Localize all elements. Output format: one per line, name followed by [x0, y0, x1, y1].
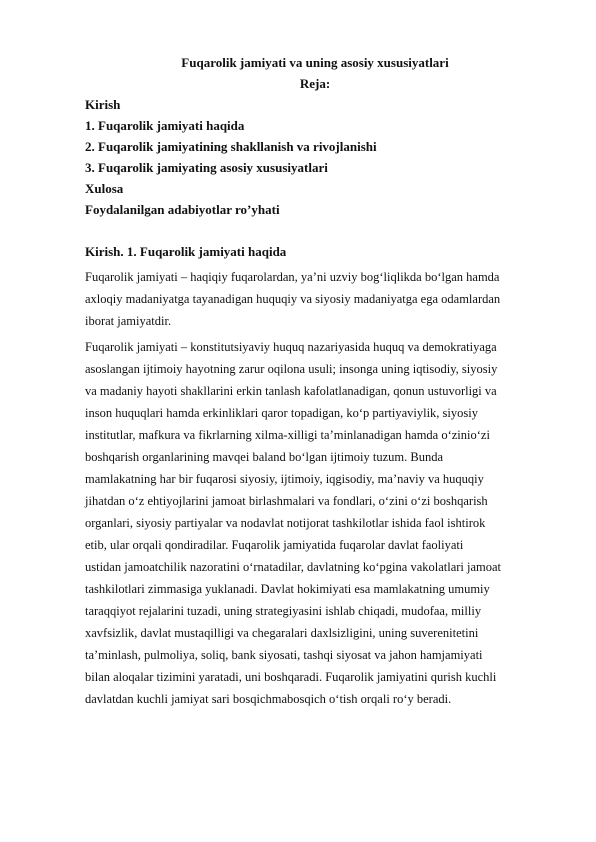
paragraph-line: taraqqiyot rejalarini tuzadi, uning strategiyasini ishlab chiqadi, mudofaa, milliy [85, 604, 482, 618]
paragraph-line: va madaniy hayoti shakllarini erkin tanlash kafolatlanadigan, qonun ustuvorligi va [85, 384, 497, 398]
paragraph-line: ta’minlash, pulmoliya, soliq, bank siyosati, tashqi siyosat va jahon hamjamiyati [85, 648, 483, 662]
paragraph-line: ustidan jamoatchilik nazoratini o‘rnatadilar, davlatning ko‘pgina vakolatlari jamoat [85, 560, 502, 574]
plan-item: 3. Fuqarolik jamiyating asosiy xususiyatlari [85, 160, 328, 175]
paragraph-line: tashkilotlari zimmasiga yuklanadi. Davlat hokimiyati esa mamlakatning umumiy [85, 582, 490, 596]
plan-item: 2. Fuqarolik jamiyatining shakllanish va rivojlanishi [85, 139, 377, 154]
paragraph-line: xavfsizlik, davlat mustaqilligi va chegaralari daxlsizligini, uning suverenitetini [85, 626, 479, 640]
plan-item: 1. Fuqarolik jamiyati haqida [85, 118, 245, 133]
paragraph-2 [85, 336, 545, 710]
document-page [85, 52, 545, 714]
paragraph-line: bilan aloqalar tizimini yaratadi, uni boshqaradi. Fuqarolik jamiyatini qurish kuchli [85, 670, 497, 684]
plan-item: Kirish [85, 97, 121, 112]
paragraph-line: asoslangan ijtimoiy hayotning zarur oqilona usuli; insonga uning iqtisodiy, siyosiy [85, 362, 498, 376]
paragraph-1 [85, 266, 545, 332]
paragraph-line: institutlar, mafkura va fikrlarning xilma-xilligi ta’minlanadigan hamda o‘zinio‘zi [85, 428, 490, 442]
paragraph-line: inson huquqlari hamda erkinliklari qaror topadigan, ko‘p partiyaviylik, siyosiy [85, 406, 478, 420]
paragraph-line: mamlakatning har bir fuqarosi siyosiy, ijtimoiy, iqgisodiy, ma’naviy va huquqiy [85, 472, 484, 486]
plan-label: Reja: [299, 76, 331, 91]
paragraph-line: organlari, siyosiy partiyalar va nodavlat notijorat tashkilotlar ishida faol ishtirok [85, 516, 486, 530]
paragraph-line: boshqarish organlarining mavqei baland bo‘lgan ijtimoiy tuzum. Bunda [85, 450, 444, 464]
document-title: Fuqarolik jamiyati va uning asosiy xususiyatlari [181, 55, 449, 70]
paragraph-line: axloqiy madaniyatga tayanadigan huquqiy va siyosiy madaniyatga ega odamlardan [85, 292, 501, 306]
paragraph-line: davlatdan kuchli jamiyat sari bosqichmabosqich o‘tish orqali ro‘y beradi. [85, 692, 452, 706]
paragraph-line: iborat jamiyatdir. [85, 314, 172, 328]
plan-item: Foydalanilgan adabiyotlar ro’yhati [85, 202, 280, 217]
paragraph-line: etib, ular orqali qondiradilar. Fuqarolik jamiyatida fuqarolar davlat faoliyati [85, 538, 464, 552]
plan-item: Xulosa [85, 181, 124, 196]
paragraph-line: Fuqarolik jamiyati – konstitutsiyaviy huquq nazariyasida huquq va demokratiyaga [85, 340, 497, 354]
section-heading: Kirish. 1. Fuqarolik jamiyati haqida [85, 244, 287, 259]
paragraph-line: jihatdan o‘z ehtiyojlarini jamoat birlashmalari va fondlari, o‘zini o‘zi boshqarish [85, 494, 488, 508]
plan-list [85, 94, 545, 220]
paragraph-line: Fuqarolik jamiyati – haqiqiy fuqarolardan, ya’ni uzviy bog‘liqlikda bo‘lgan hamda [85, 270, 500, 284]
